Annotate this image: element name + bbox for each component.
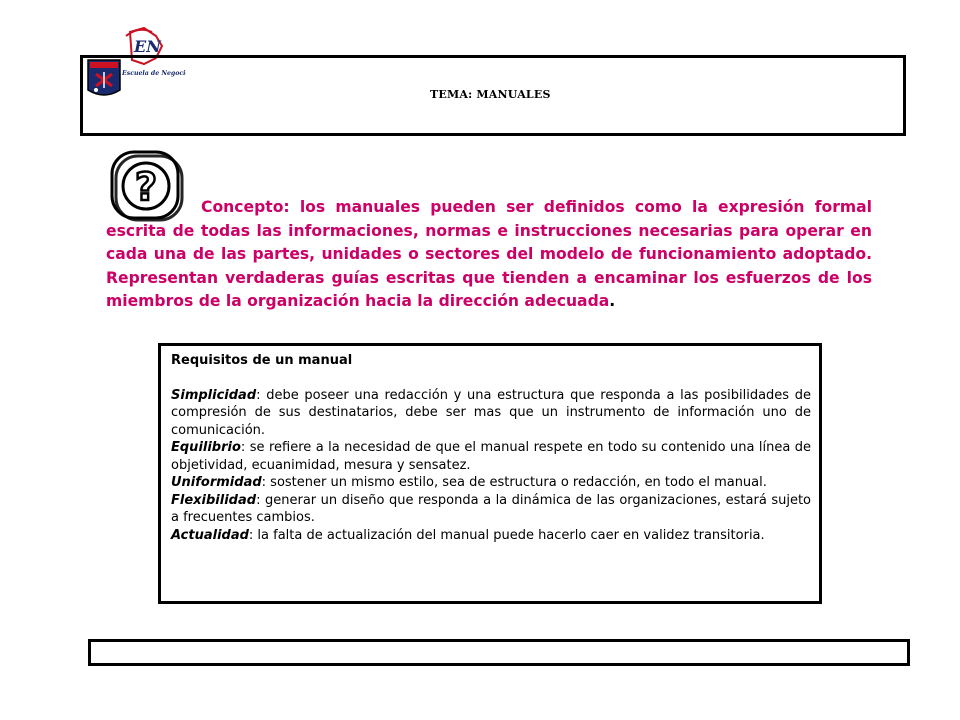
requirement-text: debe poseer una redacción y una estructura que responda a las posibilidades de compresión de sus destinatarios, debe ser mas que un instrumento de información uno de comunicación. — [171, 387, 811, 438]
requirement-item — [171, 527, 811, 545]
requirement-text: se refiere a la necesidad de que el manual respete en todo su contenido una línea de objetividad, ecuanimidad, mesura y sensatez. — [171, 440, 811, 473]
requirement-sep: : — [256, 492, 261, 508]
requirement-text: sostener un mismo estilo, sea de estructura o redacción, en todo el manual. — [266, 475, 767, 490]
requirement-item — [171, 387, 811, 440]
svg-text:EN: EN — [134, 37, 161, 56]
concept-lead: Concepto: — [201, 198, 290, 216]
requirement-term: Actualidad — [171, 527, 249, 543]
requirement-term: Simplicidad — [171, 387, 257, 403]
requirement-term: Flexibilidad — [171, 492, 257, 508]
requirement-item — [171, 492, 811, 527]
page-title: TEMA: MANUALES — [430, 88, 551, 101]
requirement-item — [171, 439, 811, 474]
requirement-term: Uniformidad — [171, 475, 262, 490]
requirement-sep: : — [256, 387, 261, 403]
requirement-sep: : — [248, 527, 254, 543]
concept-paragraph — [106, 196, 872, 314]
requirements-box — [158, 343, 822, 604]
svg-text:?: ? — [134, 165, 158, 209]
footer-frame — [88, 639, 910, 666]
requirement-item — [171, 474, 811, 492]
concept-text: los manuales pueden ser definidos como la expresión formal escrita de todas las informaciones, normas e instrucciones necesarias para operar en cada una de las partes, unidades o sectores del modelo de funcionamiento adoptado. Representan verdaderas guías escritas que tienden a encaminar los esfuerzos de los miembros de la organización hacia la dirección adecuada — [106, 198, 872, 311]
requirement-term: Equilibrio — [171, 440, 241, 455]
requirement-sep: : — [240, 440, 246, 455]
requirement-text: la falta de actualización del manual puede hacerlo caer en validez transitoria. — [253, 527, 765, 543]
concept-end: . — [609, 292, 616, 311]
requirements-title: Requisitos de un manual — [171, 353, 353, 368]
logo-text: Escuela de Negocios — [122, 70, 186, 77]
requirement-sep: : — [261, 475, 267, 490]
requirement-text: generar un diseño que responda a la dinámica de las organizaciones, estará sujeto a frecuentes cambios. — [171, 492, 811, 525]
